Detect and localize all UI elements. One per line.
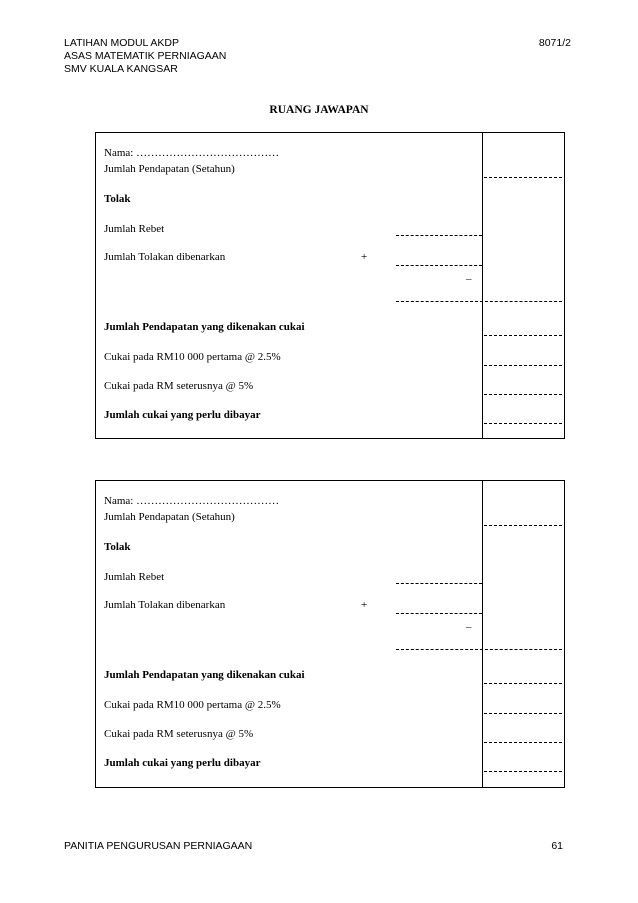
header-line-module: LATIHAN MODUL AKDP (64, 37, 179, 49)
header-line-subject: ASAS MATEMATIK PERNIAGAAN (64, 50, 227, 62)
rebate-answer-line[interactable] (396, 235, 482, 236)
deduction-label: Jumlah Tolakan dibenarkan (104, 251, 226, 263)
first-tax-label: Cukai pada RM10 000 pertama @ 2.5% (104, 351, 281, 363)
header-code: 8071/2 (538, 37, 571, 49)
subtotal-answer-line[interactable] (396, 649, 562, 650)
header-line-school: SMV KUALA KANGSAR (64, 63, 178, 75)
name-field[interactable]: Nama: ………………………………… (104, 495, 280, 507)
next-tax-label: Cukai pada RM seterusnya @ 5% (104, 380, 254, 392)
first-tax-answer-line[interactable] (484, 365, 562, 366)
total-tax-label: Jumlah cukai yang perlu dibayar (104, 409, 261, 421)
column-divider (482, 133, 483, 438)
answer-box-1 (95, 132, 565, 439)
plus-sign: + (361, 251, 368, 263)
taxable-income-label: Jumlah Pendapatan yang dikenakan cukai (104, 321, 305, 333)
subtotal-answer-line[interactable] (396, 301, 562, 302)
deduction-answer-line[interactable] (396, 265, 482, 266)
footer-department: PANITIA PENGURUSAN PERNIAGAAN (64, 840, 253, 852)
income-label: Jumlah Pendapatan (Setahun) (104, 163, 235, 175)
total-tax-label: Jumlah cukai yang perlu dibayar (104, 757, 261, 769)
minus-sign: – (466, 621, 472, 633)
name-field[interactable]: Nama: ………………………………… (104, 147, 280, 159)
page-title: RUANG JAWAPAN (269, 104, 369, 116)
income-label: Jumlah Pendapatan (Setahun) (104, 511, 235, 523)
income-answer-line[interactable] (484, 177, 562, 178)
first-tax-label: Cukai pada RM10 000 pertama @ 2.5% (104, 699, 281, 711)
income-answer-line[interactable] (484, 525, 562, 526)
first-tax-answer-line[interactable] (484, 713, 562, 714)
rebate-label: Jumlah Rebet (104, 223, 165, 235)
rebate-answer-line[interactable] (396, 583, 482, 584)
taxable-income-answer-line[interactable] (484, 683, 562, 684)
column-divider (482, 481, 483, 787)
rebate-label: Jumlah Rebet (104, 571, 165, 583)
plus-sign: + (361, 599, 368, 611)
document-header (64, 37, 226, 76)
next-tax-answer-line[interactable] (484, 742, 562, 743)
answer-box-2 (95, 480, 565, 788)
taxable-income-answer-line[interactable] (484, 335, 562, 336)
total-tax-answer-line[interactable] (484, 771, 562, 772)
total-tax-answer-line[interactable] (484, 423, 562, 424)
next-tax-label: Cukai pada RM seterusnya @ 5% (104, 728, 254, 740)
minus-sign: – (466, 273, 472, 285)
page-number: 61 (551, 840, 563, 852)
deduction-label: Jumlah Tolakan dibenarkan (104, 599, 226, 611)
next-tax-answer-line[interactable] (484, 394, 562, 395)
tolak-heading: Tolak (104, 541, 131, 553)
deduction-answer-line[interactable] (396, 613, 482, 614)
taxable-income-label: Jumlah Pendapatan yang dikenakan cukai (104, 669, 305, 681)
tolak-heading: Tolak (104, 193, 131, 205)
